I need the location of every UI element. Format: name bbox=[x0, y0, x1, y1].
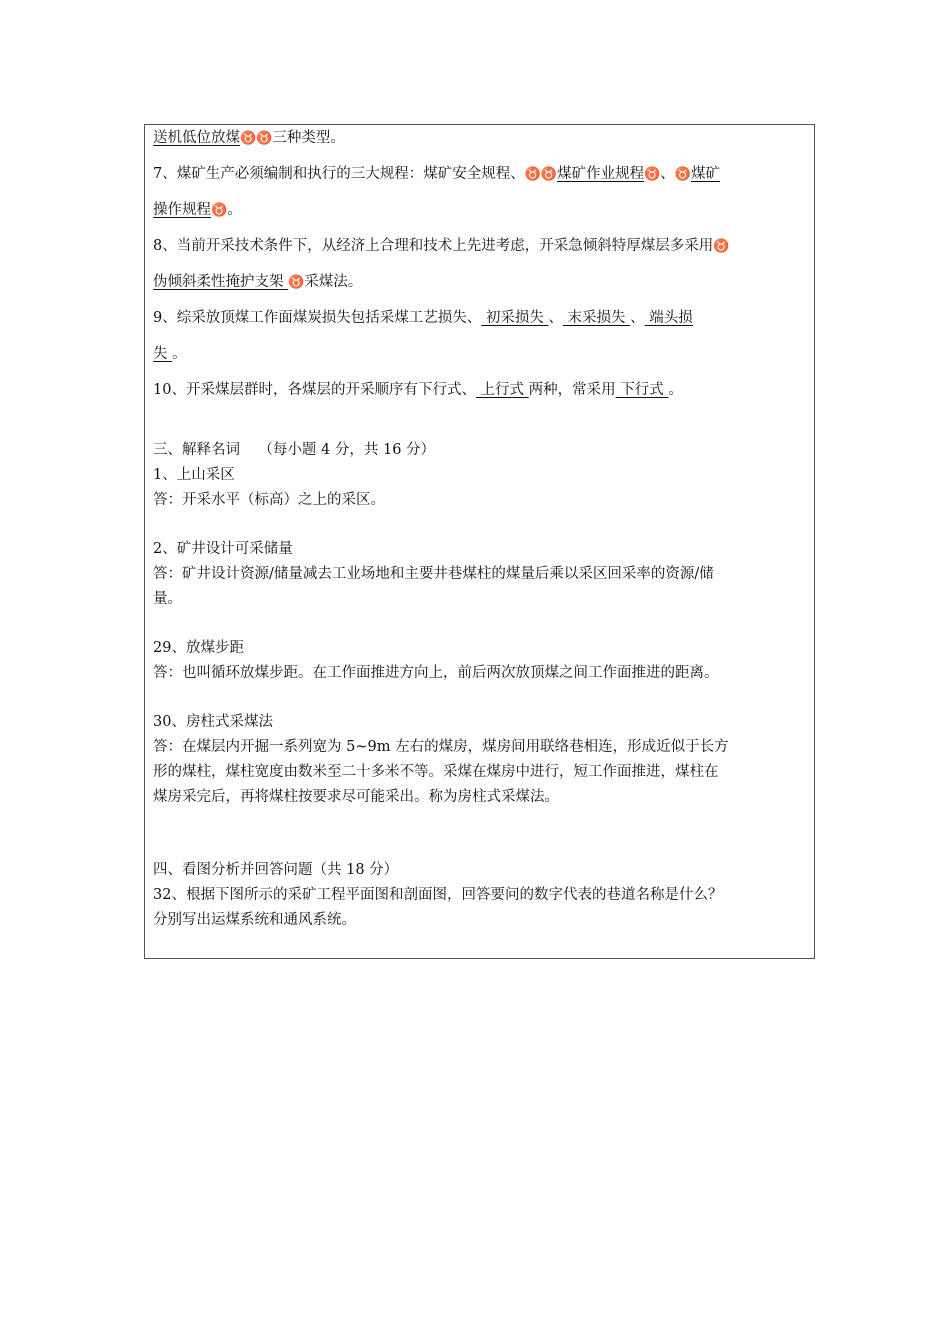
answer-underline: 端头损 bbox=[644, 310, 693, 326]
term-4-answer-line-3: 煤房采完后，再将煤柱按要求尽可能采出。称为房柱式采煤法。 bbox=[153, 789, 559, 805]
term-4-answer-line-1: 答：在煤层内开掘一系列宽为 5~9m 左右的煤房，煤房间用联络巷相连，形成近似于长方 bbox=[153, 739, 729, 755]
question-9 bbox=[153, 308, 817, 328]
text: 三种类型。 bbox=[272, 130, 345, 146]
answer-underline: 下行式 bbox=[615, 382, 669, 398]
question-7 bbox=[153, 164, 817, 184]
glyph-marks: ♉ bbox=[713, 239, 730, 254]
fill-line-0 bbox=[153, 128, 345, 148]
glyph-marks: ♉♉ bbox=[240, 131, 273, 146]
answer-underline: 送机低位放煤 bbox=[153, 130, 240, 146]
term-2-answer-line-1: 答：矿井设计资源/储量减去工业场地和主要井巷煤柱的煤量后乘以采区回采率的资源/储 bbox=[153, 566, 714, 582]
term-3-question: 29、放煤步距 bbox=[153, 640, 244, 656]
answer-underline: 末采损失 bbox=[562, 310, 631, 326]
term-4-answer-line-2: 形的煤柱，煤柱宽度由数米至二十多米不等。采煤在煤房中进行，短工作面推进，煤柱在 bbox=[153, 764, 719, 780]
section-3-heading: 三、解释名词 （每小题 4 分，共 16 分） bbox=[153, 442, 436, 458]
question-8 bbox=[153, 236, 817, 256]
term-2-answer-line-2: 量。 bbox=[153, 591, 182, 607]
section-4-heading: 四、看图分析并回答问题（共 18 分） bbox=[153, 862, 399, 878]
question-32-cont: 分别写出运煤系统和通风系统。 bbox=[153, 912, 356, 928]
answer-underline: 上行式 bbox=[475, 382, 529, 398]
glyph-marks: ♉ bbox=[674, 167, 691, 182]
question-9-cont bbox=[153, 344, 187, 364]
text: 采煤法。 bbox=[304, 274, 363, 290]
answer-underline: 失 bbox=[153, 346, 173, 362]
text: 。 bbox=[172, 346, 187, 362]
term-3-answer: 答：也叫循环放煤步距。在工作面推进方向上，前后两次放顶煤之间工作面推进的距离。 bbox=[153, 665, 719, 681]
question-7-cont bbox=[153, 200, 242, 220]
q9-text: 9、综采放顶煤工作面煤炭损失包括采煤工艺损失、 初采损失 、 末采损失 、 端头损 bbox=[153, 310, 693, 326]
glyph-marks: ♉ bbox=[644, 167, 661, 182]
q7-text: 7、煤矿生产必须编制和执行的三大规程：煤矿安全规程、♉♉煤矿作业规程♉、♉煤矿 bbox=[153, 164, 720, 184]
text: 。 bbox=[227, 202, 242, 218]
glyph-marks: ♉ bbox=[288, 275, 305, 290]
glyph-marks: ♉ bbox=[211, 203, 228, 218]
term-1-answer: 答：开采水平（标高）之上的采区。 bbox=[153, 492, 385, 508]
glyph-marks: ♉♉ bbox=[524, 167, 558, 182]
q8-text: 8、当前开采技术条件下，从经济上合理和技术上先进考虑，开采急倾斜特厚煤层多采用♉ bbox=[153, 236, 729, 256]
answer-underline: 煤矿作业规程 bbox=[557, 166, 645, 182]
answer-underline: 操作规程 bbox=[153, 202, 211, 218]
answer-underline: 伪倾斜柔性掩护支架 bbox=[153, 274, 289, 290]
answer-underline: 初采损失 bbox=[481, 310, 549, 326]
answer-underline: 煤矿 bbox=[690, 166, 720, 182]
term-1-question: 1、上山采区 bbox=[153, 467, 235, 483]
term-4-question: 30、房柱式采煤法 bbox=[153, 714, 273, 730]
term-2-question: 2、矿井设计可采储量 bbox=[153, 541, 293, 557]
question-10: 10、开采煤层群时，各煤层的开采顺序有下行式、 上行式 两种，常采用 下行式 。 bbox=[153, 382, 683, 398]
question-8-cont bbox=[153, 272, 362, 292]
question-32: 32、根据下图所示的采矿工程平面图和剖面图，回答要问的数字代表的巷道名称是什么？ bbox=[153, 887, 723, 903]
